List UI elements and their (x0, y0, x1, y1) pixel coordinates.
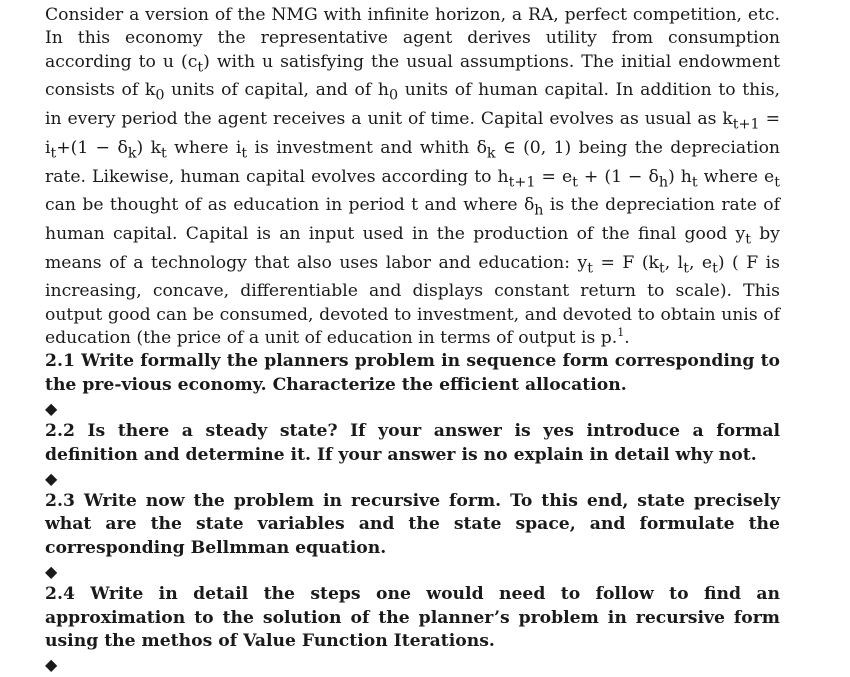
intro-text: units of human capital. In addition to this, in every period the agent receives a unit of time. Capital evolves as usual as k (45, 80, 780, 130)
subscript: t+1 (508, 173, 536, 190)
subscript: 0 (155, 87, 165, 104)
intro-text: by means of a technology that also uses labor and education: y (45, 224, 780, 273)
subscript: t (774, 173, 780, 190)
subscript: t (691, 173, 698, 190)
question-2-2: 2.2 Is there a steady state? If your answer is yes introduce a formal definition and determine it. If your answer is no explain in detail why not. (45, 421, 780, 465)
subscript: h (658, 173, 669, 190)
subscript: t (745, 231, 751, 248)
intro-text: where e (697, 166, 775, 187)
intro-text: Consider a version of the NMG with infinite horizon, a RA, perfect competition, etc. In this economy the representative agent derives utility from consumption according to u (c (45, 5, 780, 72)
subscript: t (161, 145, 167, 162)
question-2-3: 2.3 Write now the problem in recursive form. To this end, state precisely what are the state variables and the state space, and formulate the corresponding Bellmman equation. (45, 491, 780, 558)
subscript: t+1 (732, 116, 760, 133)
subscript: t (241, 145, 248, 162)
intro-text: , l (664, 252, 684, 273)
intro-text: is the depreciation rate of human capital. Capital is an input used in the production of the final good y (45, 195, 780, 244)
subscript: t (50, 145, 57, 162)
intro-text: . (624, 328, 630, 349)
footnote-marker[interactable]: 1 (617, 326, 625, 340)
intro-text: where i (166, 137, 242, 158)
intro-text: ) with u satisfying the usual assumptions. The initial endowment consists of k (45, 51, 780, 101)
subscript: t (683, 260, 689, 277)
question-2-4: 2.4 Write in detail the steps one would need to follow to find an approximation to the solution of the planner’s problem in recursive form using the methos of Value Function Iterations. (45, 584, 780, 651)
intro-text: + (1 − δ (577, 166, 659, 187)
answer-placeholder-diamond: ◆ (45, 398, 58, 418)
intro-text: can be thought of as education in period t and where δ (45, 195, 535, 216)
intro-text: = e (535, 166, 573, 187)
answer-placeholder-diamond: ◆ (45, 468, 58, 488)
subscript: t (658, 260, 665, 277)
intro-text: = F (k (593, 252, 659, 273)
subscript: k (127, 145, 137, 162)
answer-placeholder-diamond: ◆ (45, 655, 58, 675)
subscript: 0 (388, 87, 399, 104)
intro-paragraph (45, 4, 780, 350)
subscript: t (572, 173, 578, 190)
answer-placeholder-diamond: ◆ (45, 562, 58, 582)
subscript: t (197, 59, 204, 76)
intro-text: +(1 − δ (56, 137, 128, 158)
intro-text: ) k (136, 137, 162, 158)
subscript: k (486, 145, 496, 162)
intro-text: ) h (668, 166, 692, 187)
question-2-1: 2.1 Write formally the planners problem in sequence form corresponding to the pre-vious economy. Characterize the efficient allocation. (45, 351, 780, 395)
intro-text: ) ( F is increasing, concave, differentiable and displays constant return to scale). This output good can be consumed, devoted to investment, and devoted to obtain unis of education (the price of a unit of education in terms of output is p. (45, 252, 780, 349)
intro-text: , e (688, 252, 713, 273)
subscript: t (712, 260, 718, 277)
intro-text: is investment and whith δ (247, 137, 487, 158)
intro-text: units of capital, and of h (164, 80, 389, 101)
subscript: t (587, 260, 594, 277)
intro-text: ∈ (0, 1) being the depreciation rate. Likewise, human capital evolves according to h (45, 137, 780, 187)
exercise-page (45, 4, 780, 677)
subscript: h (534, 202, 544, 219)
intro-text: = i (45, 109, 780, 158)
